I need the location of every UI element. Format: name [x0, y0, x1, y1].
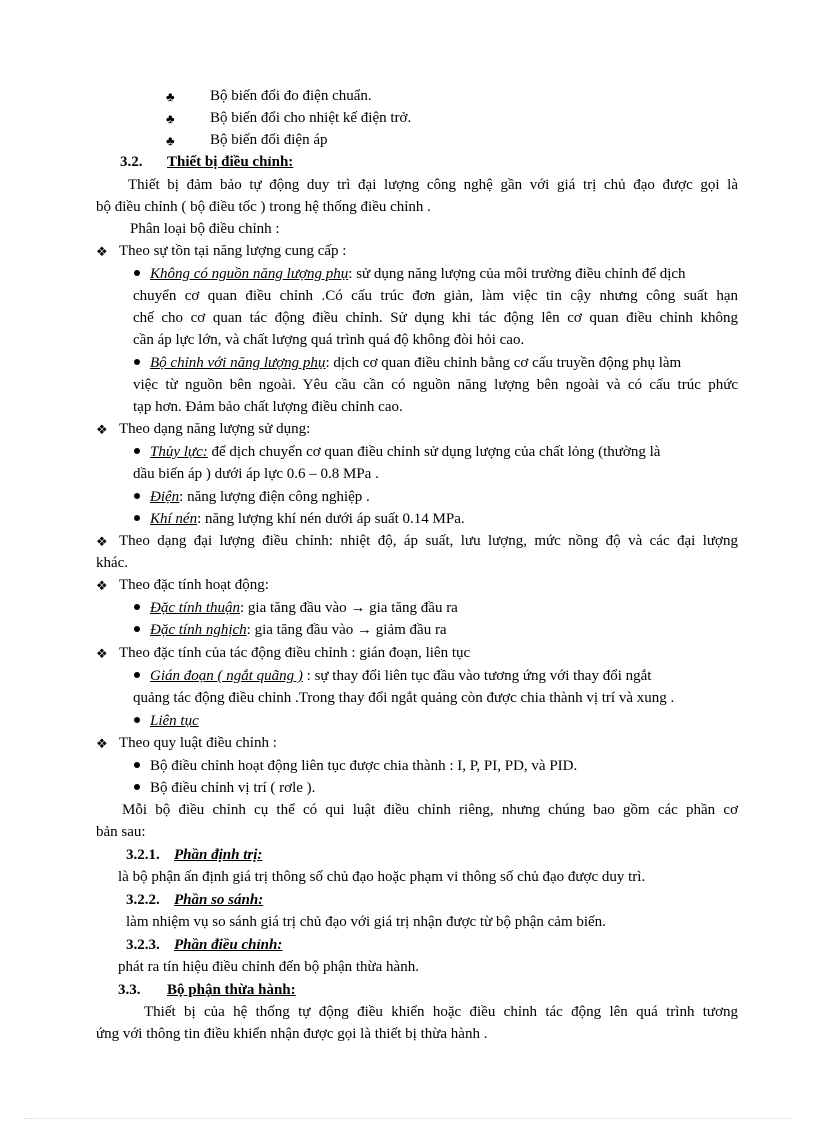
paragraph-line: Mỗi bộ điều chỉnh cụ thể có qui luật điều chỉnh riêng, nhưng chúng bao gồm các phần cơ [122, 802, 738, 818]
section-title: Phần so sánh: [174, 892, 264, 908]
term-text: : sự thay đổi liên tục đầu vào tương ứng với thay đổi ngắt [302, 668, 652, 684]
term-text: : gia tăng đầu vào → gia tăng đầu ra [240, 600, 458, 616]
criterion-heading: Theo quy luật điều chỉnh : [119, 735, 277, 751]
list-item: Bộ biến đổi đo điện chuẩn. [210, 88, 372, 104]
term-text: để dịch chuyển cơ quan điều chỉnh sử dụng lượng của chất lỏng (thường là [207, 444, 661, 460]
term-text: : dịch cơ quan điều chỉnh bằng cơ cấu truyền động phụ làm [325, 355, 682, 371]
term-text: : năng lượng điện công nghiệp . [179, 489, 370, 505]
paragraph-line: tạp hơn. Đảm bảo chất lượng điều chỉnh cao. [133, 399, 403, 415]
list-item [150, 508, 465, 531]
bullet-dot-icon [134, 784, 140, 790]
paragraph-line: Thiết bị đảm bảo tự động duy trì đại lượng công nghệ gần với giá trị chủ đạo được gọi là [128, 177, 738, 193]
page-bottom-divider [24, 1118, 792, 1119]
list-item [150, 441, 660, 464]
list-item [150, 486, 370, 509]
section-title: Thiết bị điều chỉnh: [167, 154, 294, 170]
bullet-dot-icon [134, 604, 140, 610]
criterion-heading: Theo đặc tính hoạt động: [119, 577, 269, 593]
bullet-dot-icon [134, 493, 140, 499]
term: Gián đoạn ( ngắt quãng ) [150, 668, 303, 684]
term: Thủy lực: [150, 444, 208, 460]
list-item: Bộ biến đổi điện áp [210, 132, 328, 148]
bullet-dot-icon [134, 762, 140, 768]
criterion-heading: Theo dạng đại lượng điều chỉnh: nhiệt độ, áp suất, lưu lượng, mức nồng độ và các đại lượng [119, 533, 738, 549]
term: Đặc tính nghịch [150, 622, 247, 638]
bullet-dot-icon [134, 672, 140, 678]
section-title: Phần định trị: [174, 847, 263, 863]
paragraph-line: bộ điều chỉnh ( bộ điều tốc ) trong hệ thống điều chỉnh . [96, 199, 431, 215]
term-text: : năng lượng khí nén dưới áp suất 0.14 MPa. [197, 511, 465, 527]
term: Bộ chỉnh với năng lượng phụ [150, 355, 326, 371]
club-bullet-icon: ♣ [166, 111, 175, 126]
list-item [150, 352, 681, 375]
club-bullet-icon: ♣ [166, 133, 175, 148]
paragraph-line: làm nhiệm vụ so sánh giá trị chủ đạo với giá trị nhận được từ bộ phận cảm biến. [126, 914, 606, 930]
section-number: 3.3. [118, 982, 141, 998]
term: Không có nguồn năng lượng phụ [150, 266, 349, 282]
list-item [150, 263, 738, 286]
section-title: Bộ phận thừa hành: [167, 982, 296, 998]
paragraph-line: chế cho cơ quan tác động điều chỉnh. Sử dụng khi tác động lên cơ quan điều chỉnh không [133, 310, 738, 326]
paragraph-line: dầu biến áp ) dưới áp lực 0.6 – 0.8 MPa . [133, 466, 379, 482]
club-bullet-icon: ♣ [166, 89, 175, 104]
section-number: 3.2. [120, 154, 143, 170]
diamond-bullet-icon: ❖ [96, 244, 108, 259]
bullet-dot-icon [134, 270, 140, 276]
diamond-bullet-icon: ❖ [96, 534, 108, 549]
diamond-bullet-icon: ❖ [96, 422, 108, 437]
paragraph-line: ứng với thông tin điều khiển nhận được gọi là thiết bị thừa hành . [96, 1026, 488, 1042]
paragraph-line: phát ra tín hiệu điều chỉnh đến bộ phận thừa hành. [118, 959, 419, 975]
diamond-bullet-icon: ❖ [96, 736, 108, 751]
criterion-heading: Theo sự tồn tại năng lượng cung cấp : [119, 243, 347, 259]
section-number: 3.2.2. [126, 892, 160, 908]
bullet-dot-icon [134, 717, 140, 723]
paragraph-line: việc từ nguồn bên ngoài. Yêu cầu cần có nguồn năng lượng bên ngoài và có cấu trúc phức [133, 377, 738, 393]
term: Điện [150, 489, 180, 505]
section-title: Phần điều chỉnh: [174, 937, 283, 953]
list-item [150, 665, 651, 688]
paragraph-line: quảng tác động điều chỉnh .Trong thay đổi ngắt quảng còn được chia thành vị trí và xung . [133, 690, 675, 706]
list-item [150, 710, 199, 733]
section-number: 3.2.1. [126, 847, 160, 863]
paragraph-line: Thiết bị của hệ thống tự động điều khiển hoặc điều chỉnh tác động lên quá trình tương [144, 1004, 738, 1020]
criterion-heading: Theo đặc tính của tác động điều chỉnh : gián đoạn, liên tục [119, 645, 471, 661]
paragraph-line: chuyển cơ quan điều chỉnh .Có cấu trúc đơn giản, làm việc tin cậy nhưng công suất hạn [133, 288, 738, 304]
bullet-dot-icon [134, 359, 140, 365]
bullet-dot-icon [134, 626, 140, 632]
term-text: : sử dụng năng lượng của môi trường điều chỉnh để dịch [348, 266, 686, 282]
term: Đặc tính thuận [150, 600, 240, 616]
list-item: Bộ điều chỉnh hoạt động liên tục được chia thành : I, P, PI, PD, và PID. [150, 758, 578, 774]
term: Khí nén [150, 511, 198, 527]
bullet-dot-icon [134, 448, 140, 454]
list-item: Bộ điều chỉnh vị trí ( rơle ). [150, 780, 316, 796]
term: Liên tục [150, 713, 199, 729]
paragraph-line: là bộ phận ấn định giá trị thông số chủ đạo hoặc phạm vi thông số chủ đạo được duy trì. [118, 869, 646, 885]
paragraph-line: khác. [96, 555, 129, 571]
list-item: Bộ biến đổi cho nhiệt kế điện trở. [210, 110, 412, 126]
list-item [150, 619, 447, 642]
bullet-dot-icon [134, 515, 140, 521]
term-text: : gia tăng đầu vào → giảm đầu ra [246, 622, 447, 638]
paragraph-line: cần áp lực lớn, và chất lượng quá trình quá độ không đòi hỏi cao. [133, 332, 525, 348]
paragraph-line: bản sau: [96, 824, 146, 840]
paragraph-line: Phân loại bộ điều chỉnh : [130, 221, 280, 237]
criterion-heading: Theo dạng năng lượng sử dụng: [119, 421, 311, 437]
diamond-bullet-icon: ❖ [96, 646, 108, 661]
diamond-bullet-icon: ❖ [96, 578, 108, 593]
section-number: 3.2.3. [126, 937, 160, 953]
list-item [150, 597, 458, 620]
